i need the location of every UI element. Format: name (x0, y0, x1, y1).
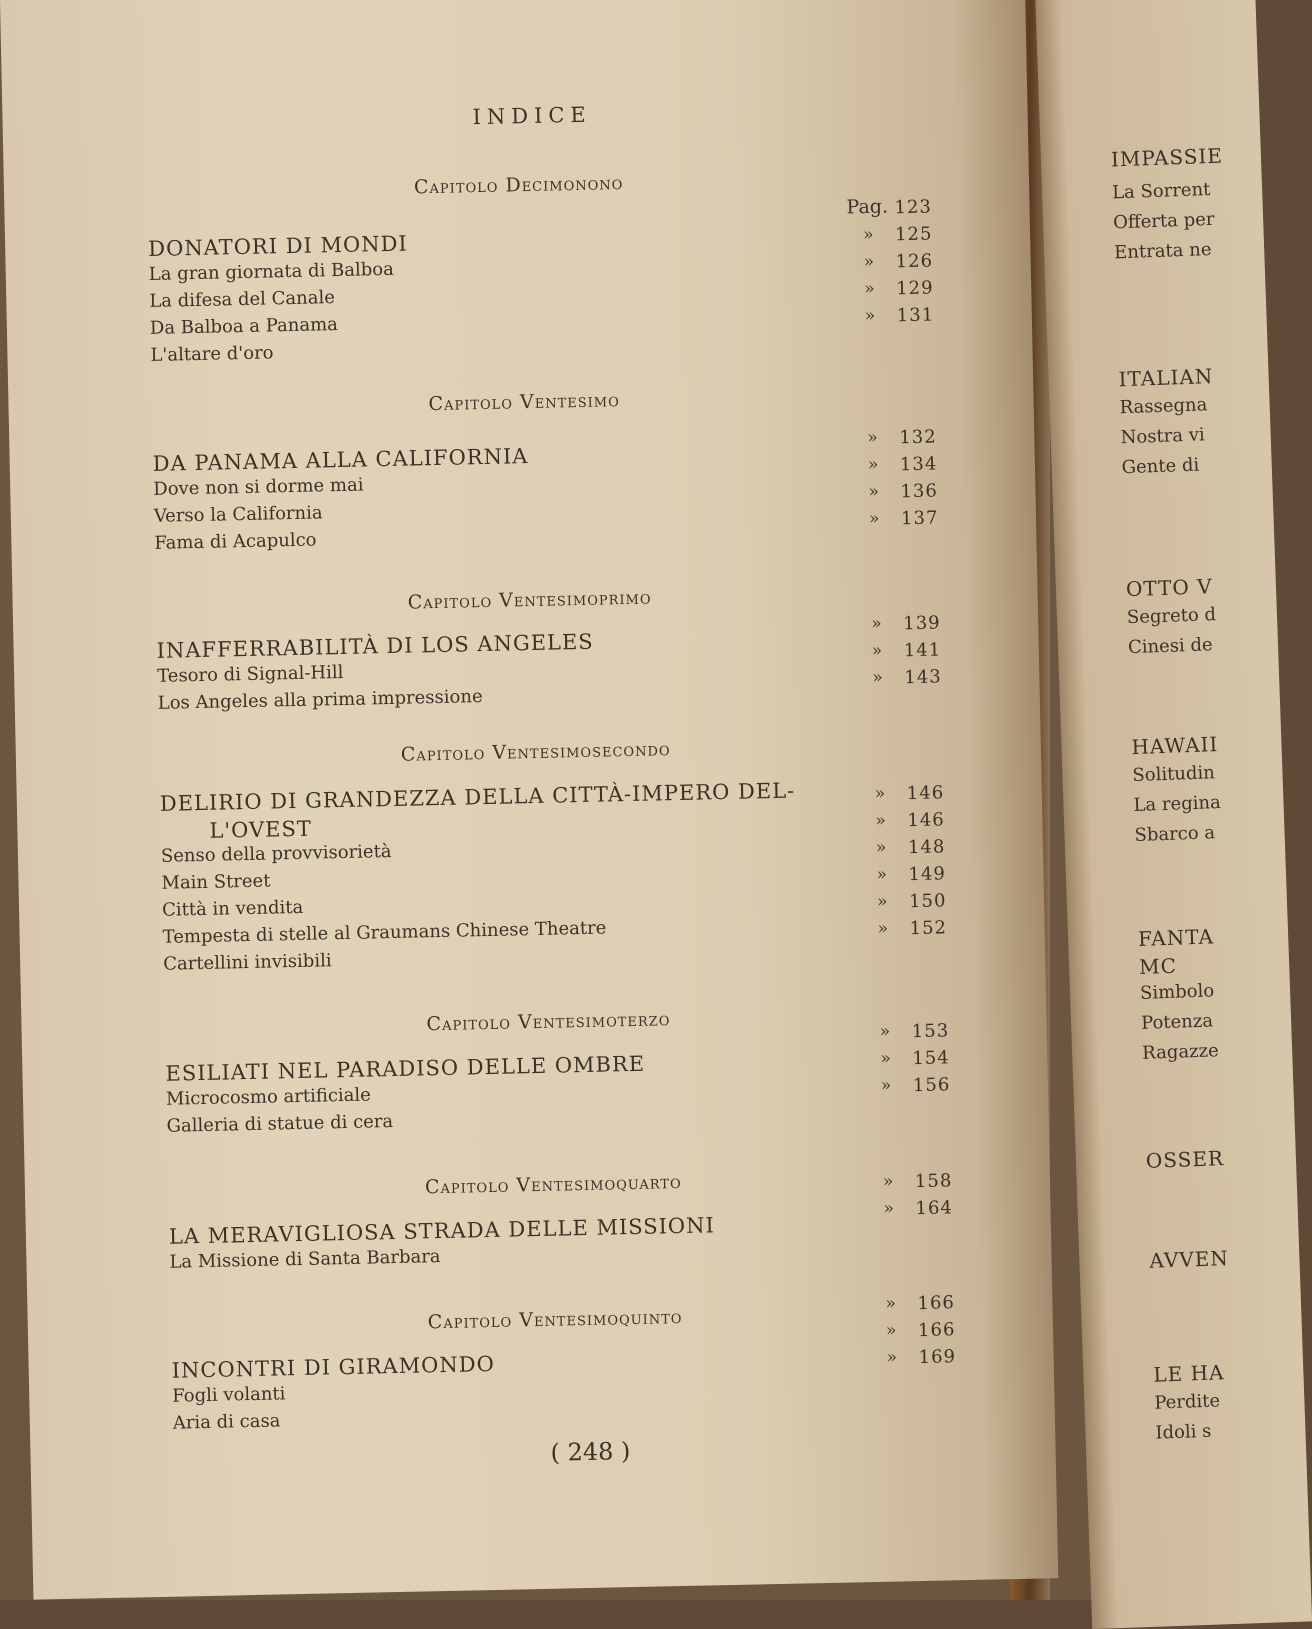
right-page-heading: FANTA (1137, 924, 1215, 951)
ditto-mark: » (876, 864, 888, 885)
entry-page-number: 134 (899, 453, 938, 476)
entry-page-number: 148 (907, 836, 946, 859)
ditto-mark: » (874, 783, 886, 804)
ditto-mark: » (876, 891, 888, 912)
entry-page-number: 125 (894, 223, 933, 246)
entry-page-number: 136 (900, 480, 939, 503)
right-page-line: Simbolo (1139, 980, 1215, 1004)
ditto-mark: » (875, 837, 887, 858)
chapter-heading: Capitolo Ventesimosecondo (400, 738, 671, 766)
entry-page-number: 158 (914, 1170, 953, 1193)
ditto-mark: » (886, 1347, 898, 1368)
right-page-line: Entrata ne (1113, 239, 1212, 264)
entry-page-number: 166 (917, 1319, 956, 1342)
right-page-line: Perdite (1154, 1390, 1221, 1414)
ditto-mark: » (879, 1021, 891, 1042)
ditto-mark: » (872, 667, 884, 688)
right-page-heading: ITALIAN (1118, 364, 1214, 392)
ditto-mark: » (864, 278, 875, 299)
right-page-heading: LE HA (1152, 1360, 1225, 1387)
entry-title: La difesa del Canale (149, 287, 336, 312)
entry-page-number: 129 (896, 277, 934, 300)
entry-page-number: 146 (906, 782, 945, 805)
ditto-mark: » (868, 508, 880, 529)
right-page-heading: HAWAII (1131, 732, 1219, 760)
ditto-mark: » (867, 427, 878, 448)
chapter-heading: Capitolo Ventesimoterzo (426, 1008, 671, 1036)
right-page-heading: OSSER (1145, 1146, 1225, 1173)
entry-title: Galleria di statue di cera (166, 1111, 394, 1137)
chapter-heading: Capitolo Ventesimoquinto (427, 1305, 683, 1334)
entry-title: DELIRIO DI GRANDEZZA DELLA CITTÀ-IMPERO DEL- (159, 778, 796, 816)
entry-page-number: 169 (918, 1346, 957, 1369)
right-page-heading: IMPASSIE (1110, 143, 1224, 172)
right-page-line: Rassegna (1119, 394, 1208, 419)
entry-title: LA MERAVIGLIOSA STRADA DELLE MISSIONI (168, 1213, 716, 1249)
entry-title: Senso della provvisorietà (160, 840, 392, 867)
ditto-mark: » (877, 918, 889, 939)
entry-title: ESILIATI NEL PARADISO DELLE OMBRE (165, 1051, 646, 1086)
right-page-heading: MC (1138, 953, 1178, 979)
entry-page-number: 123 (894, 196, 933, 219)
entry-title: Microcosmo artificiale (165, 1084, 372, 1110)
entry-page-number: 153 (911, 1020, 950, 1043)
entry-page-number: 166 (917, 1292, 956, 1315)
right-page-heading: AVVEN (1149, 1246, 1230, 1273)
entry-page-number: 126 (895, 250, 934, 273)
ditto-mark: » (880, 1048, 891, 1069)
ditto-mark: » (880, 1075, 892, 1096)
entry-page-number: 131 (896, 304, 935, 327)
entry-page-number: 150 (908, 890, 947, 913)
entry-page-number: 146 (907, 809, 945, 832)
index-title: INDICE (472, 102, 592, 130)
right-page-line: Sbarco a (1134, 822, 1216, 847)
right-page (1035, 0, 1312, 1629)
entry-title: Tempesta di stelle al Graumans Chinese Theatre (162, 917, 607, 948)
right-page-line: Ragazze (1141, 1040, 1220, 1064)
right-page-line: Solitudin (1132, 762, 1216, 787)
ditto-mark: » (867, 454, 879, 475)
chapter-heading: Capitolo Decimonono (413, 171, 624, 199)
entry-page-number: 152 (909, 917, 948, 940)
entry-title: L'altare d'oro (150, 342, 274, 366)
entry-title: La Missione di Santa Barbara (169, 1246, 441, 1273)
entry-title: Los Angeles alla prima impressione (157, 686, 483, 714)
entry-page-number: 164 (915, 1197, 954, 1220)
right-page-line: Cinesi de (1127, 634, 1213, 659)
ditto-mark: » (871, 640, 883, 661)
right-page-line: La Sorrent (1111, 179, 1211, 204)
entry-title: Da Balboa a Panama (149, 313, 339, 339)
ditto-mark: » (862, 224, 874, 245)
entry-title: La gran giornata di Balboa (148, 258, 395, 285)
right-page-line: Gente di (1121, 454, 1200, 479)
ditto-mark: » (875, 810, 886, 831)
right-page-line: Nostra vi (1120, 424, 1206, 449)
ditto-mark: » (882, 1171, 894, 1192)
right-page-line: La regina (1133, 792, 1222, 817)
ditto-mark: » (868, 481, 880, 502)
right-page-heading: OTTO V (1125, 574, 1213, 602)
entry-title: DONATORI DI MONDI (147, 231, 408, 261)
entry-title: Dove non si dorme mai (153, 474, 364, 500)
entry-title: Fogli volanti (172, 1383, 286, 1407)
entry-title: Aria di casa (172, 1410, 281, 1434)
entry-title: INCONTRI DI GIRAMONDO (171, 1351, 496, 1383)
chapter-heading: Capitolo Ventesimoquarto (424, 1170, 682, 1199)
right-page-line: Potenza (1140, 1010, 1214, 1034)
entry-page-number: 139 (903, 612, 941, 635)
ditto-mark: » (885, 1293, 897, 1314)
entry-title: INAFFERRABILITÀ DI LOS ANGELES (156, 629, 594, 663)
right-page-line: Segreto d (1126, 604, 1217, 629)
right-page-line: Idoli s (1155, 1420, 1212, 1444)
entry-title: Cartellini invisibili (163, 950, 332, 975)
entry-title-continuation: L'OVEST (209, 816, 313, 843)
ditto-mark: » (883, 1198, 895, 1219)
ditto-mark: » (863, 251, 875, 272)
entry-page-number: 149 (908, 863, 947, 886)
entry-title: Fama di Acapulco (154, 529, 317, 554)
right-page-line: Offerta per (1112, 208, 1215, 234)
entry-title: Verso la California (153, 502, 323, 527)
chapter-title-entry (17, 775, 957, 843)
entry-page-number: 132 (899, 426, 937, 449)
ditto-mark: » (885, 1320, 897, 1341)
ditto-mark: » (864, 305, 876, 326)
entry-page-number: 137 (900, 507, 939, 530)
entry-page-number: 156 (912, 1074, 951, 1097)
pag-label: Pag. (846, 195, 889, 219)
entry-title: Main Street (161, 870, 271, 894)
entry-title: DA PANAMA ALLA CALIFORNIA (152, 444, 529, 476)
entry-title: Tesoro di Signal-Hill (156, 661, 344, 687)
ditto-mark: » (871, 613, 882, 634)
chapter-heading: Capitolo Ventesimoprimo (407, 586, 652, 614)
entry-page-number: 154 (912, 1047, 950, 1070)
page-number: ( 248 ) (550, 1437, 631, 1467)
entry-page-number: 143 (904, 666, 942, 689)
chapter-heading: Capitolo Ventesimo (428, 389, 620, 416)
entry-title: Città in vendita (161, 896, 304, 921)
entry-page-number: 141 (903, 639, 942, 662)
